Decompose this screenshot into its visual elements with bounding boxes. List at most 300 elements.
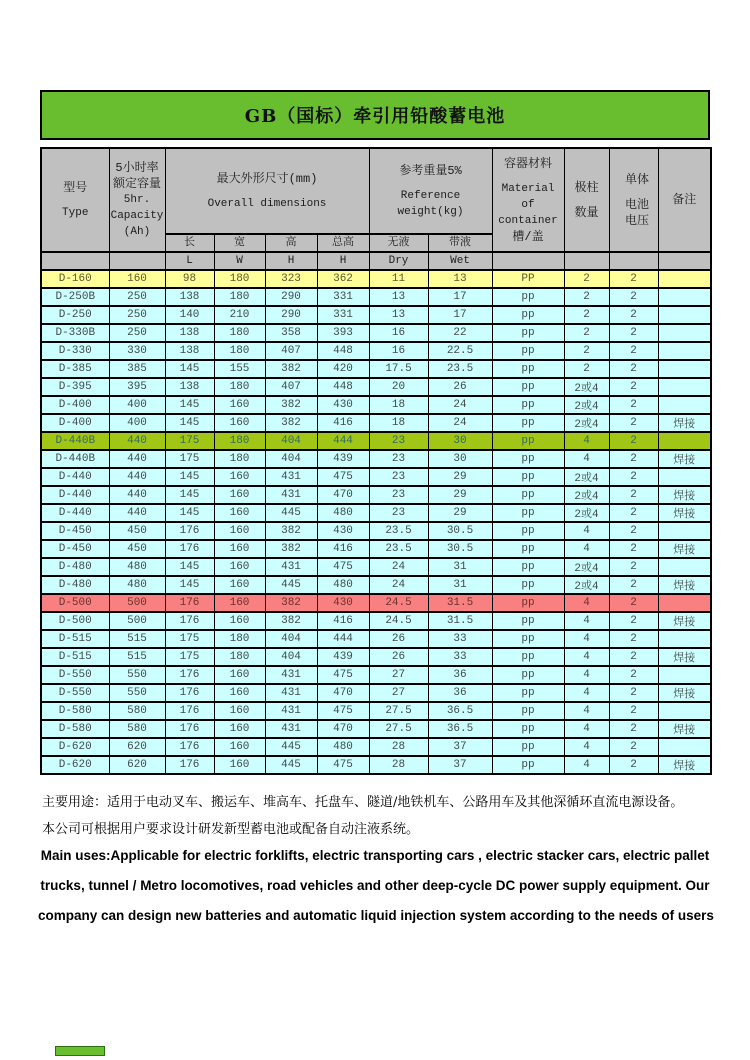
cell-length: 176 — [165, 684, 214, 702]
cell-remark: 焊接 — [658, 684, 711, 702]
cell-length: 145 — [165, 576, 214, 594]
cell-length: 176 — [165, 720, 214, 738]
cell-height: 382 — [265, 396, 317, 414]
cell-remark: 焊接 — [658, 450, 711, 468]
cell-capacity: 480 — [109, 576, 165, 594]
cell-material: pp — [492, 342, 564, 360]
cell-height: 382 — [265, 612, 317, 630]
cell-poles: 4 — [564, 630, 609, 648]
cell-remark — [658, 702, 711, 720]
cell-material: pp — [492, 756, 564, 774]
cell-width: 180 — [214, 288, 265, 306]
cell-wet: 31.5 — [428, 594, 492, 612]
cell-remark: 焊接 — [658, 504, 711, 522]
cell-dry: 18 — [369, 414, 428, 432]
table-row — [41, 522, 711, 540]
cell-dry: 23.5 — [369, 522, 428, 540]
cell-poles: 2或4 — [564, 396, 609, 414]
cell-voltage: 2 — [609, 558, 658, 576]
cell-material: pp — [492, 306, 564, 324]
cell-height: 382 — [265, 594, 317, 612]
cell-material: pp — [492, 288, 564, 306]
cell-wet: 26 — [428, 378, 492, 396]
header-length-en: L — [165, 252, 214, 270]
cell-width: 160 — [214, 414, 265, 432]
next-section-bar-sliver — [55, 1046, 105, 1056]
cell-dry: 26 — [369, 630, 428, 648]
company-note-cn: 本公司可根据用户要求设计研发新型蓄电池或配备自动注液系统。 — [42, 822, 420, 837]
cell-type: D-515 — [41, 648, 109, 666]
cell-wet: 13 — [428, 270, 492, 288]
table-row — [41, 756, 711, 774]
cell-type: D-480 — [41, 558, 109, 576]
cell-length: 176 — [165, 594, 214, 612]
cell-dry: 23 — [369, 504, 428, 522]
cell-capacity: 250 — [109, 324, 165, 342]
cell-remark: 焊接 — [658, 612, 711, 630]
cell-total_height: 331 — [317, 306, 369, 324]
cell-type: D-440 — [41, 504, 109, 522]
cell-type: D-400 — [41, 396, 109, 414]
cell-wet: 24 — [428, 396, 492, 414]
cell-remark — [658, 360, 711, 378]
cell-poles: 2 — [564, 342, 609, 360]
cell-height: 404 — [265, 450, 317, 468]
cell-wet: 17 — [428, 306, 492, 324]
table-row — [41, 450, 711, 468]
cell-dry: 28 — [369, 756, 428, 774]
table-row — [41, 612, 711, 630]
cell-wet: 31 — [428, 558, 492, 576]
cell-material: PP — [492, 270, 564, 288]
cell-material: pp — [492, 468, 564, 486]
cell-material: pp — [492, 360, 564, 378]
spec-table-body — [41, 270, 711, 774]
cell-length: 138 — [165, 378, 214, 396]
cell-length: 138 — [165, 288, 214, 306]
header-weight: 参考重量5% Reference weight(kg) — [369, 148, 492, 234]
cell-length: 140 — [165, 306, 214, 324]
cell-dry: 23 — [369, 450, 428, 468]
cell-width: 160 — [214, 756, 265, 774]
spec-table-wrap — [40, 147, 710, 775]
cell-total_height: 448 — [317, 342, 369, 360]
cell-poles: 4 — [564, 450, 609, 468]
cell-voltage: 2 — [609, 702, 658, 720]
cell-remark — [658, 396, 711, 414]
table-row — [41, 360, 711, 378]
cell-length: 176 — [165, 612, 214, 630]
cell-capacity: 450 — [109, 540, 165, 558]
cell-type: D-450 — [41, 540, 109, 558]
cell-width: 180 — [214, 324, 265, 342]
cell-height: 445 — [265, 756, 317, 774]
header-empty-1 — [41, 252, 109, 270]
cell-remark — [658, 342, 711, 360]
cell-poles: 4 — [564, 540, 609, 558]
cell-poles: 4 — [564, 648, 609, 666]
cell-poles: 2或4 — [564, 486, 609, 504]
cell-height: 431 — [265, 486, 317, 504]
cell-capacity: 440 — [109, 450, 165, 468]
header-container: 容器材料 Material of container 槽/盖 — [492, 148, 564, 252]
cell-type: D-395 — [41, 378, 109, 396]
cell-width: 160 — [214, 684, 265, 702]
cell-type: D-160 — [41, 270, 109, 288]
cell-length: 145 — [165, 468, 214, 486]
cell-height: 407 — [265, 342, 317, 360]
cell-voltage: 2 — [609, 612, 658, 630]
cell-wet: 33 — [428, 630, 492, 648]
cell-voltage: 2 — [609, 738, 658, 756]
cell-voltage: 2 — [609, 720, 658, 738]
table-row — [41, 342, 711, 360]
cell-poles: 4 — [564, 522, 609, 540]
cell-width: 160 — [214, 486, 265, 504]
cell-voltage: 2 — [609, 540, 658, 558]
header-empty-4 — [564, 252, 609, 270]
cell-type: D-550 — [41, 684, 109, 702]
cell-voltage: 2 — [609, 270, 658, 288]
cell-material: pp — [492, 378, 564, 396]
cell-poles: 2或4 — [564, 558, 609, 576]
cell-width: 180 — [214, 432, 265, 450]
cell-total_height: 475 — [317, 702, 369, 720]
cell-material: pp — [492, 684, 564, 702]
cell-total_height: 475 — [317, 666, 369, 684]
table-row — [41, 270, 711, 288]
header-total-height-cn: 总高 — [317, 234, 369, 252]
cell-dry: 13 — [369, 306, 428, 324]
cell-height: 431 — [265, 666, 317, 684]
cell-wet: 22.5 — [428, 342, 492, 360]
cell-dry: 27.5 — [369, 720, 428, 738]
cell-voltage: 2 — [609, 360, 658, 378]
cell-type: D-500 — [41, 612, 109, 630]
cell-total_height: 416 — [317, 612, 369, 630]
cell-poles: 4 — [564, 720, 609, 738]
cell-total_height: 480 — [317, 738, 369, 756]
cell-wet: 29 — [428, 486, 492, 504]
cell-width: 160 — [214, 612, 265, 630]
cell-type: D-250 — [41, 306, 109, 324]
cell-poles: 4 — [564, 702, 609, 720]
cell-wet: 24 — [428, 414, 492, 432]
cell-width: 180 — [214, 342, 265, 360]
cell-capacity: 515 — [109, 630, 165, 648]
cell-material: pp — [492, 612, 564, 630]
cell-remark — [658, 270, 711, 288]
cell-dry: 23 — [369, 432, 428, 450]
cell-length: 176 — [165, 756, 214, 774]
cell-width: 210 — [214, 306, 265, 324]
header-type — [41, 148, 109, 252]
cell-width: 180 — [214, 270, 265, 288]
cell-voltage: 2 — [609, 324, 658, 342]
cell-width: 160 — [214, 720, 265, 738]
cell-voltage: 2 — [609, 306, 658, 324]
cell-capacity: 480 — [109, 558, 165, 576]
cell-remark: 焊接 — [658, 540, 711, 558]
cell-width: 160 — [214, 522, 265, 540]
cell-type: D-515 — [41, 630, 109, 648]
cell-height: 290 — [265, 288, 317, 306]
cell-width: 160 — [214, 666, 265, 684]
cell-wet: 23.5 — [428, 360, 492, 378]
cell-wet: 30 — [428, 450, 492, 468]
cell-poles: 4 — [564, 432, 609, 450]
cell-voltage: 2 — [609, 648, 658, 666]
cell-poles: 2 — [564, 306, 609, 324]
cell-voltage: 2 — [609, 522, 658, 540]
cell-type: D-330 — [41, 342, 109, 360]
cell-poles: 2 — [564, 270, 609, 288]
cell-poles: 2或4 — [564, 414, 609, 432]
cell-capacity: 160 — [109, 270, 165, 288]
cell-remark — [658, 522, 711, 540]
cell-type: D-250B — [41, 288, 109, 306]
cell-height: 404 — [265, 432, 317, 450]
cell-height: 382 — [265, 522, 317, 540]
header-height-cn: 高 — [265, 234, 317, 252]
cell-type: D-580 — [41, 720, 109, 738]
cell-height: 382 — [265, 540, 317, 558]
cell-total_height: 430 — [317, 522, 369, 540]
cell-poles: 2或4 — [564, 378, 609, 396]
cell-voltage: 2 — [609, 432, 658, 450]
cell-length: 175 — [165, 432, 214, 450]
cell-material: pp — [492, 594, 564, 612]
cell-poles: 2或4 — [564, 468, 609, 486]
header-dry-cn: 无液 — [369, 234, 428, 252]
table-row — [41, 540, 711, 558]
cell-height: 382 — [265, 360, 317, 378]
cell-height: 445 — [265, 576, 317, 594]
cell-length: 145 — [165, 360, 214, 378]
cell-length: 145 — [165, 414, 214, 432]
header-empty-3 — [492, 252, 564, 270]
cell-capacity: 385 — [109, 360, 165, 378]
cell-height: 407 — [265, 378, 317, 396]
header-capacity: 5小时率 额定容量 5hr. Capacity (Ah) — [109, 148, 165, 252]
cell-wet: 22 — [428, 324, 492, 342]
cell-height: 445 — [265, 504, 317, 522]
header-poles: 极柱 数量 — [564, 148, 609, 252]
cell-wet: 33 — [428, 648, 492, 666]
cell-wet: 31.5 — [428, 612, 492, 630]
header-row-sub-en — [41, 252, 711, 270]
cell-height: 358 — [265, 324, 317, 342]
table-row — [41, 558, 711, 576]
cell-total_height: 430 — [317, 396, 369, 414]
cell-total_height: 470 — [317, 720, 369, 738]
cell-material: pp — [492, 504, 564, 522]
cell-poles: 4 — [564, 666, 609, 684]
cell-length: 145 — [165, 558, 214, 576]
cell-capacity: 450 — [109, 522, 165, 540]
cell-remark — [658, 738, 711, 756]
cell-type: D-620 — [41, 738, 109, 756]
cell-dry: 18 — [369, 396, 428, 414]
header-row-main — [41, 148, 711, 234]
cell-capacity: 620 — [109, 738, 165, 756]
cell-height: 431 — [265, 558, 317, 576]
cell-wet: 29 — [428, 468, 492, 486]
cell-height: 431 — [265, 468, 317, 486]
spec-table — [40, 147, 712, 775]
cell-total_height: 393 — [317, 324, 369, 342]
cell-capacity: 580 — [109, 720, 165, 738]
cell-type: D-400 — [41, 414, 109, 432]
table-row — [41, 702, 711, 720]
cell-length: 176 — [165, 666, 214, 684]
cell-width: 160 — [214, 540, 265, 558]
cell-remark — [658, 468, 711, 486]
header-dry-en: Dry — [369, 252, 428, 270]
cell-height: 323 — [265, 270, 317, 288]
cell-dry: 24.5 — [369, 594, 428, 612]
cell-wet: 17 — [428, 288, 492, 306]
header-empty-5 — [609, 252, 658, 270]
cell-type: D-440 — [41, 468, 109, 486]
cell-material: pp — [492, 486, 564, 504]
table-row — [41, 504, 711, 522]
cell-length: 138 — [165, 324, 214, 342]
cell-capacity: 580 — [109, 702, 165, 720]
main-uses-en-line3: company can design new batteries and automatic liquid injection system according to the needs of users — [38, 908, 714, 923]
cell-voltage: 2 — [609, 288, 658, 306]
cell-remark: 焊接 — [658, 648, 711, 666]
cell-remark — [658, 630, 711, 648]
cell-type: D-450 — [41, 522, 109, 540]
cell-dry: 27 — [369, 684, 428, 702]
cell-material: pp — [492, 738, 564, 756]
table-row — [41, 666, 711, 684]
table-row — [41, 648, 711, 666]
cell-total_height: 470 — [317, 684, 369, 702]
cell-remark — [658, 666, 711, 684]
cell-voltage: 2 — [609, 756, 658, 774]
header-length-cn: 长 — [165, 234, 214, 252]
cell-dry: 16 — [369, 324, 428, 342]
header-remark: 备注 — [658, 148, 711, 252]
page-title: GB（国标）牵引用铅酸蓄电池 — [244, 106, 506, 127]
cell-height: 431 — [265, 702, 317, 720]
cell-wet: 31 — [428, 576, 492, 594]
cell-capacity: 500 — [109, 612, 165, 630]
cell-dry: 26 — [369, 648, 428, 666]
cell-total_height: 448 — [317, 378, 369, 396]
table-row — [41, 738, 711, 756]
header-type-cn: 型号 — [63, 180, 88, 195]
cell-material: pp — [492, 666, 564, 684]
cell-dry: 11 — [369, 270, 428, 288]
table-row — [41, 486, 711, 504]
cell-material: pp — [492, 450, 564, 468]
cell-width: 160 — [214, 738, 265, 756]
cell-voltage: 2 — [609, 594, 658, 612]
cell-wet: 30.5 — [428, 540, 492, 558]
table-row — [41, 468, 711, 486]
cell-remark: 焊接 — [658, 576, 711, 594]
cell-total_height: 480 — [317, 576, 369, 594]
table-row — [41, 288, 711, 306]
cell-voltage: 2 — [609, 486, 658, 504]
cell-material: pp — [492, 648, 564, 666]
cell-type: D-330B — [41, 324, 109, 342]
header-type-en: Type — [62, 206, 89, 219]
cell-wet: 36.5 — [428, 720, 492, 738]
cell-type: D-500 — [41, 594, 109, 612]
cell-dry: 27.5 — [369, 702, 428, 720]
cell-material: pp — [492, 522, 564, 540]
header-dimensions: 最大外形尺寸(mm) Overall dimensions — [165, 148, 369, 234]
cell-length: 138 — [165, 342, 214, 360]
cell-width: 160 — [214, 594, 265, 612]
cell-total_height: 430 — [317, 594, 369, 612]
header-empty-2 — [109, 252, 165, 270]
cell-length: 145 — [165, 396, 214, 414]
cell-remark — [658, 288, 711, 306]
cell-height: 404 — [265, 648, 317, 666]
cell-material: pp — [492, 720, 564, 738]
cell-height: 382 — [265, 414, 317, 432]
cell-type: D-620 — [41, 756, 109, 774]
cell-dry: 23 — [369, 468, 428, 486]
cell-remark — [658, 306, 711, 324]
table-row — [41, 594, 711, 612]
table-row — [41, 306, 711, 324]
cell-voltage: 2 — [609, 630, 658, 648]
cell-remark — [658, 594, 711, 612]
main-uses-en — [38, 841, 712, 931]
cell-remark: 焊接 — [658, 720, 711, 738]
table-row — [41, 378, 711, 396]
cell-height: 404 — [265, 630, 317, 648]
cell-width: 160 — [214, 468, 265, 486]
header-total-height-en: H — [317, 252, 369, 270]
cell-poles: 4 — [564, 738, 609, 756]
cell-remark — [658, 558, 711, 576]
cell-material: pp — [492, 540, 564, 558]
cell-capacity: 330 — [109, 342, 165, 360]
cell-total_height: 439 — [317, 648, 369, 666]
cell-capacity: 620 — [109, 756, 165, 774]
cell-remark: 焊接 — [658, 756, 711, 774]
cell-total_height: 444 — [317, 432, 369, 450]
cell-voltage: 2 — [609, 504, 658, 522]
cell-voltage: 2 — [609, 396, 658, 414]
table-row — [41, 720, 711, 738]
cell-poles: 2或4 — [564, 576, 609, 594]
cell-type: D-550 — [41, 666, 109, 684]
cell-total_height: 475 — [317, 468, 369, 486]
main-uses-en-line1: Main uses:Applicable for electric forklifts, electric transporting cars , electric stacker cars, electric pallet — [40, 848, 710, 863]
cell-capacity: 440 — [109, 468, 165, 486]
cell-width: 160 — [214, 504, 265, 522]
cell-length: 175 — [165, 450, 214, 468]
table-row — [41, 432, 711, 450]
cell-voltage: 2 — [609, 576, 658, 594]
cell-capacity: 515 — [109, 648, 165, 666]
cell-material: pp — [492, 414, 564, 432]
cell-length: 145 — [165, 504, 214, 522]
cell-capacity: 395 — [109, 378, 165, 396]
cell-poles: 4 — [564, 612, 609, 630]
cell-dry: 13 — [369, 288, 428, 306]
cell-poles: 4 — [564, 594, 609, 612]
cell-poles: 2或4 — [564, 504, 609, 522]
